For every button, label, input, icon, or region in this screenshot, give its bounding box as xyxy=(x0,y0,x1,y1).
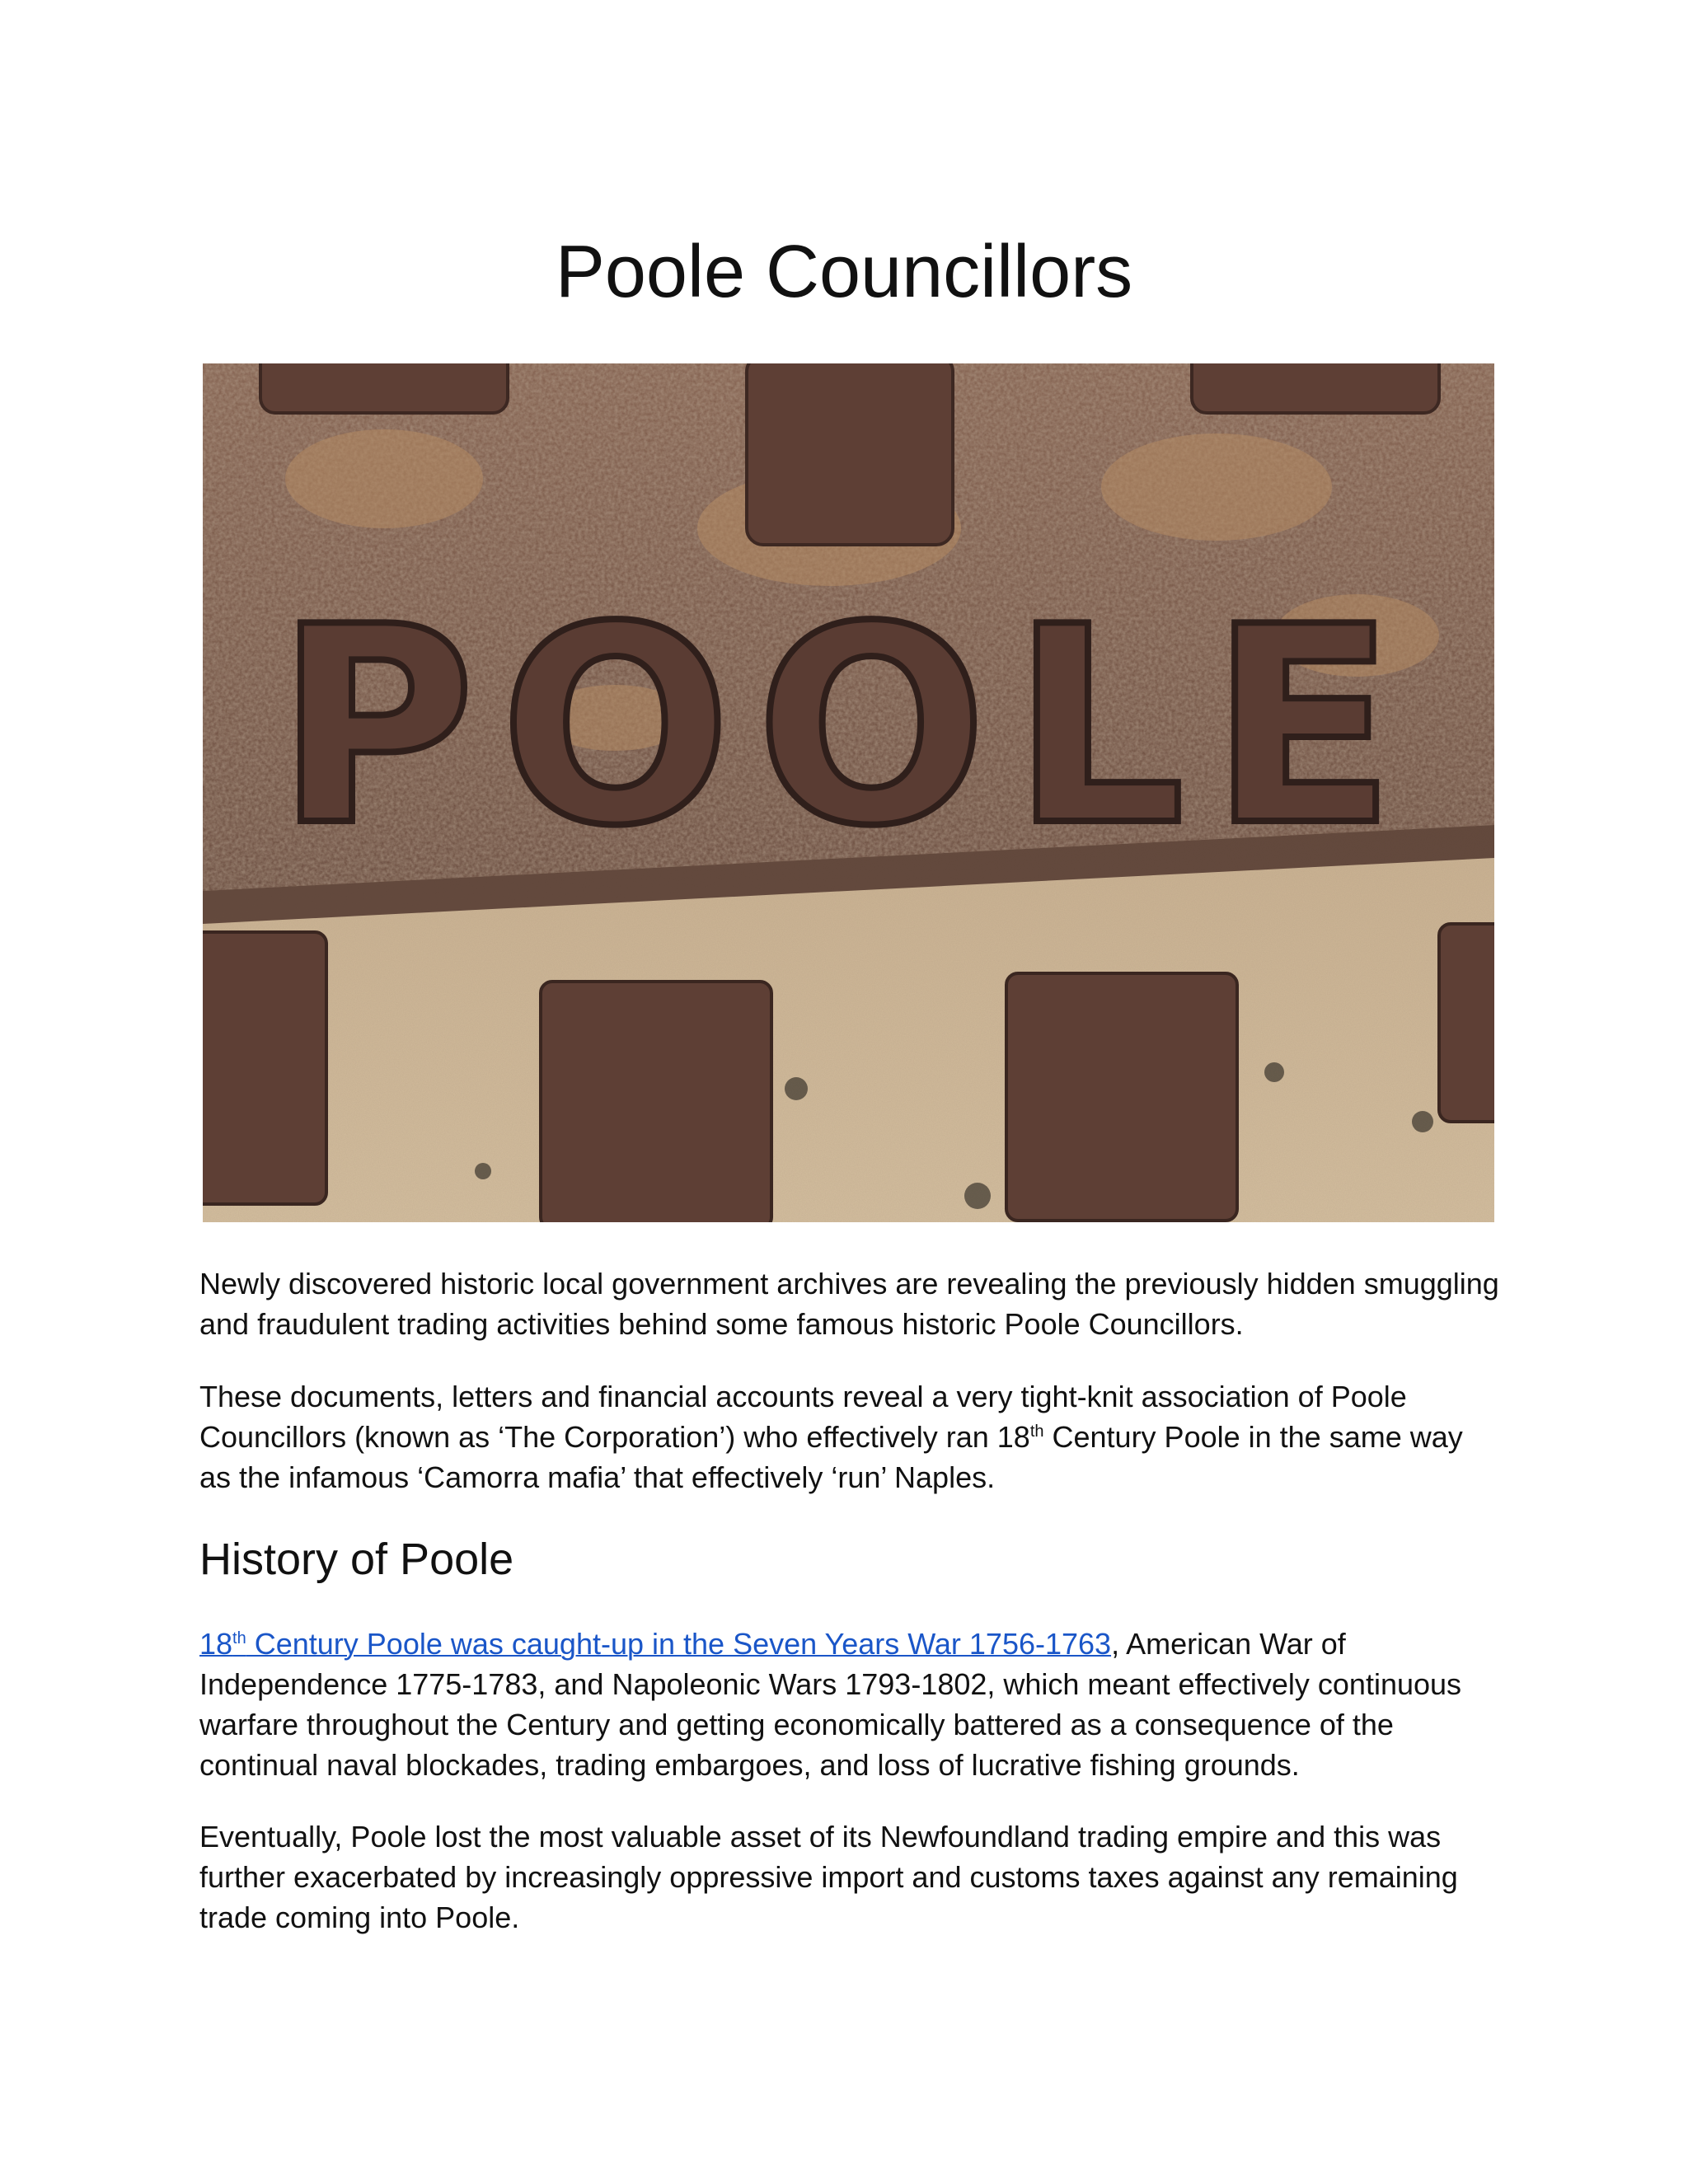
link-ordinal-suffix: th xyxy=(232,1629,246,1647)
link-text: Century Poole was caught-up in the Seven Years War 1756-1763 xyxy=(246,1627,1112,1661)
ordinal-suffix: th xyxy=(1029,1422,1044,1441)
history-paragraph xyxy=(199,1624,1502,1785)
seven-years-war-link[interactable] xyxy=(199,1627,1111,1661)
corporation-text-after: Century Poole in the same way as the infamous ‘Camorra mafia’ that effectively ‘run’ Naples. xyxy=(199,1420,1463,1494)
manhole-cover-photo xyxy=(203,363,1494,1222)
link-number: 18 xyxy=(199,1627,233,1661)
embossed-text: POOLE xyxy=(275,569,1421,885)
newfoundland-paragraph: Eventually, Poole lost the most valuable asset of its Newfoundland trading empire and this was further exacerbated by increasingly oppressive import and customs taxes against any remaining trade coming into Poole. xyxy=(199,1820,1458,1934)
section-heading: History of Poole xyxy=(199,1535,514,1584)
corporation-paragraph xyxy=(199,1376,1502,1497)
corporation-text-before: These documents, letters and financial accounts reveal a very tight-knit association of Poole Councillors (known as ‘The Corporation’) who effectively ran 18 xyxy=(199,1380,1407,1454)
history-text-after: , American War of Independence 1775-1783, and Napoleonic Wars 1793-1802, which meant effectively continuous warfare throughout the Century and getting economically battered as a consequence of the continual naval blockades, trading embargoes, and loss of lucrative fishing grounds. xyxy=(199,1627,1462,1782)
page-title: Poole Councillors xyxy=(555,231,1133,313)
intro-paragraph: Newly discovered historic local government archives are revealing the previously hidden smuggling and fraudulent trading activities behind some famous historic Poole Councillors. xyxy=(199,1267,1499,1341)
